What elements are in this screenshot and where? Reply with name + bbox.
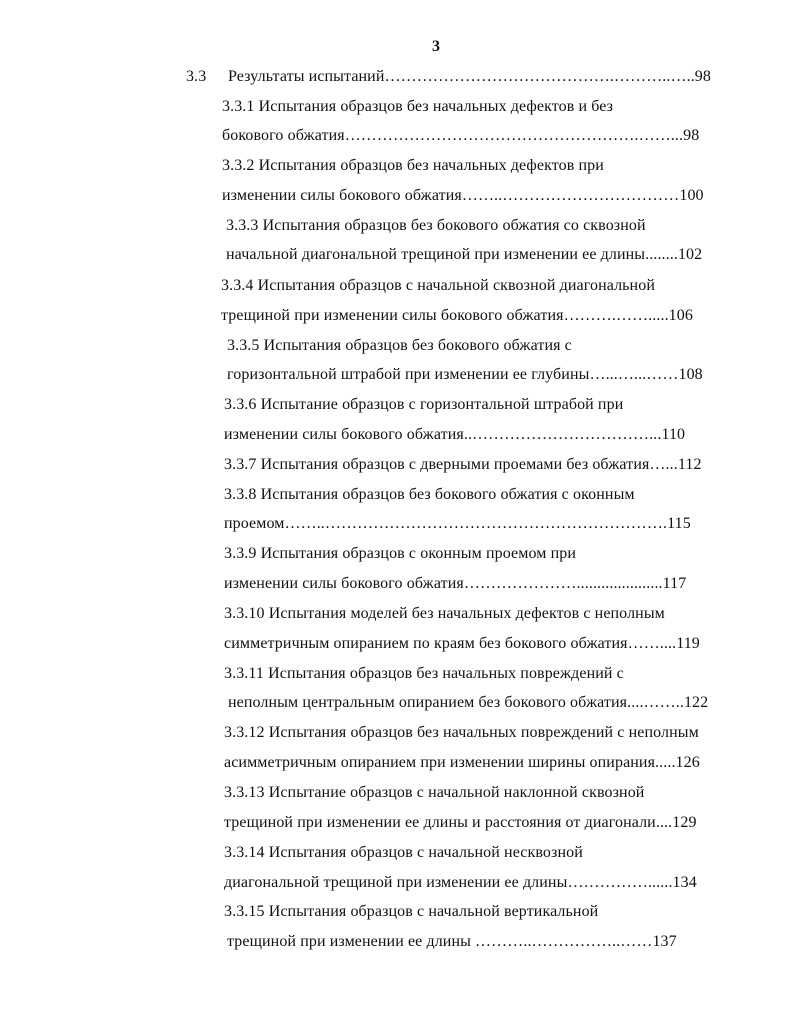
toc-line: 3.3.11 Испытания образцов без начальных повреждений с: [224, 665, 624, 682]
toc-section-heading: [186, 67, 711, 87]
toc-line: 3.3.5 Испытания образцов без бокового обжатия с: [227, 337, 572, 354]
toc-line: 3.3.7 Испытания образцов с дверными проемами без обжатия…...112: [224, 456, 702, 473]
toc-line: проемом……..……………………………………………………….115: [224, 515, 691, 532]
toc-line: 3.3.4 Испытания образцов с начальной сквозной диагональной: [221, 277, 655, 294]
toc-line: 3.3.1 Испытания образцов без начальных дефектов и без: [222, 98, 614, 115]
toc-line: 3.3.12 Испытания образцов без начальных повреждений с неполным: [224, 724, 699, 741]
toc-line: изменении силы бокового обжатия………………….....................117: [224, 575, 687, 592]
toc-line: бокового обжатия……………………………………………….……...98: [222, 127, 700, 144]
toc-line: трещиной при изменении силы бокового обжатия……….…….....106: [221, 307, 693, 324]
toc-line: 3.3.8 Испытания образцов без бокового обжатия с оконным: [224, 486, 635, 503]
toc-line: трещиной при изменении ее длины ………..……………..……137: [227, 933, 677, 950]
toc-line: изменении силы бокового обжатия……..……………………………100: [222, 187, 704, 204]
toc-line: 3.3.13 Испытание образцов с начальной наклонной сквозной: [224, 784, 645, 801]
toc-line: 3.3.6 Испытание образцов с горизонтальной штрабой при: [224, 396, 624, 413]
toc-line: начальной диагональной трещиной при изменении ее длины........102: [226, 246, 703, 263]
toc-line: диагональной трещиной при изменении ее длины……………......134: [224, 874, 697, 891]
toc-line: 3.3.2 Испытания образцов без начальных дефектов при: [222, 157, 604, 174]
toc-line: 3.3.14 Испытания образцов с начальной несквозной: [224, 844, 583, 861]
toc-line: изменении силы бокового обжатия..……………………………...110: [224, 426, 686, 443]
toc-section-title: Результаты испытаний…………………………………….………..…..98: [228, 68, 712, 85]
toc-line: асимметричным опиранием при изменении ширины опирания.....126: [224, 754, 700, 771]
toc-line: горизонтальной штрабой при изменении ее глубины…...…...……108: [227, 366, 703, 383]
toc-line: 3.3.3 Испытания образцов без бокового обжатия со сквозной: [226, 217, 646, 234]
toc-line: 3.3.15 Испытания образцов с начальной вертикальной: [224, 903, 599, 920]
toc-line: 3.3.9 Испытания образцов с оконным проемом при: [224, 545, 577, 562]
toc-line: 3.3.10 Испытания моделей без начальных дефектов с неполным: [224, 605, 665, 622]
toc-line: неполным центральным опиранием без бокового обжатия....……..122: [228, 694, 709, 711]
toc-line: трещиной при изменении ее длины и расстояния от диагонали....129: [224, 814, 697, 831]
toc-line: симметричным опиранием по краям без бокового обжатия……....119: [224, 635, 700, 652]
toc-section-number: 3.3: [186, 68, 207, 85]
page-number: 3: [432, 38, 440, 55]
